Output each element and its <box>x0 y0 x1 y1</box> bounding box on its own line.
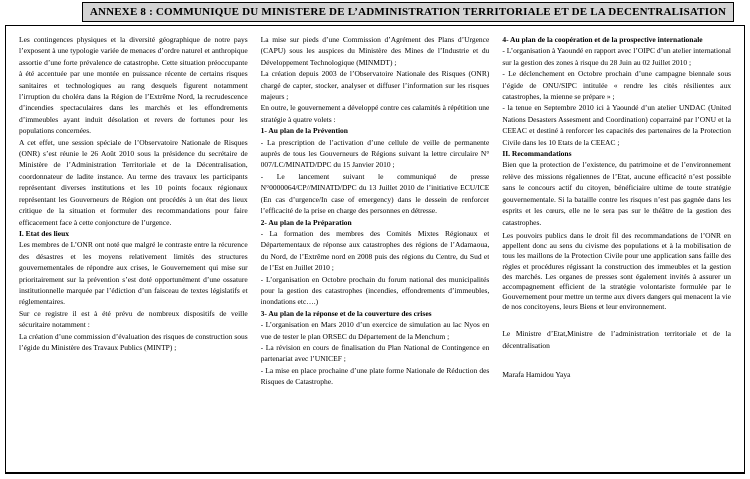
text-block: Le Ministre d’Etat,Ministre de l’administration territoriale et de la décentralisation <box>502 328 732 350</box>
communique-body-box <box>5 25 745 474</box>
annexe-title-bar <box>82 2 734 22</box>
text-block: - L’organisation en Mars 2010 d’un exercice de simulation au lac Nyos en vue de tester le plan ORSEC du Département de la Menchum ; <box>260 320 490 341</box>
text-block: - La prescription de l’activation d’une cellule de veille de permanente auprès de tous les Gouverneurs de Régions suivant la lettre circulaire N° 007/LC/MINATD/DPC du 15 Janvier 2010 ; <box>260 137 490 170</box>
text-block: Sur ce registre il est à été prévu de nombreux dispositifs de veille sécuritaire notamment : <box>19 308 248 330</box>
text-block: - Le déclenchement en Octobre prochain d’une campagne biennale sous l’égide de ONU/SIPC intitulée « rendre les cités résilientes aux catastrophes, la mienne se prépare » ; <box>502 69 732 102</box>
text-block: - Le lancement suivant le communiqué de presse N°0000064/CP//MINATD/DPC du 13 Juillet 2010 de l’initiative ECU/ICE (En cas d’urgence/In case of emergency) dans le dessein de renforcer l’efficacité de la prise en charge des personnes en détresse. <box>260 171 490 216</box>
column-2 <box>261 34 490 452</box>
text-block: - la tenue en Septembre 2010 ici à Yaoundé d’un atelier UNDAC (United Nations Desasters Assesment and Coordination) coparrainé par l’ONU et la CEEAC et destiné à renforcer les capacités des partenaires de la Protection Civile dans les 10 Etats de la CEEAC ; <box>502 103 732 147</box>
text-block: - La formation des membres des Comités Mixtes Régionaux et Départementaux de réponse aux catastrophes des régions de l’Adamaoua, du Nord, de l’Extrême nord en 2008 puis des régions du Centre, du Sud et de l’Est en Juillet 2010 ; <box>260 228 490 273</box>
text-block: La mise sur pieds d’une Commission d’Agrément des Plans d’Urgence (CAPU) sous les auspices du Ministère des Mines de l’Industrie et du Développement Technologique (MINMDT) ; <box>260 35 490 67</box>
text-block: En outre, le gouvernement a développé contre ces calamités à répétition une stratégie à quatre volets : <box>260 103 490 124</box>
section-heading: 4- Au plan de la coopération et de la prospective internationale <box>502 35 703 44</box>
text-block: Bien que la protection de l’existence, du patrimoine et de l’environnement relève des missions régaliennes de l’Etat, aucune efficacité n’est possible sans le concours actif du citoyen, bénéficiaire ultime de toute stratégie gouvernementale. Si la bataille contre les risques n’est pas gagnée dans les esprits et les cœurs, elle ne le sera pas sur le théâtre de la gestion des catastrophes. <box>502 160 732 227</box>
column-1 <box>19 34 248 452</box>
text-block: Les membres de L’ONR ont noté que malgré le contraste entre la récurence des désastres et les moyens relativement limités des structures gouvernementales de répondre aux crises, le Gouvernement qui mise sur prioritairement sur la prévention s’est doté opportunément d’une ossature institutionnelle marquée par l’édiction d’un faisceau de textes législatifs et réglementaires. <box>19 240 248 307</box>
text-block: Les contingences physiques et la diversité géographique de notre pays l’exposent à une typologie variée de menaces d’ordre naturel et anthropique assortie d’une forte prévalence de catastrophe. Cette situation préoccupante à été accentuée par une montée en puissance récente de certains risques sanitaires et technologiques au rang desquels figurent notamment l’irruption du choléra dans la Région de l’Extrême Nord, la recrudescence d’incendies spectaculaires dans les marchés et les effondrements d’immeubles ayant induit désolation et revers de fortunes pour les populations concernées. <box>19 35 248 136</box>
text-block: - L’organisation en Octobre prochain du forum national des municipalités pour la gestion des catastrophes (incendies, effondrements d’immeubles, inondations etc….) <box>260 274 490 307</box>
text-block: Marafa Hamidou Yaya <box>502 369 571 379</box>
section-heading: 2- Au plan de la Préparation <box>260 217 352 227</box>
column-3 <box>502 34 731 452</box>
section-heading: 3- Au plan de la réponse et de la couverture des crises <box>260 308 432 318</box>
text-block: - L’organisation à Yaoundé en rapport avec l’OIPC d’un atelier international sur la gestion des zones à risque du 28 Juin au 02 Juillet 2010 ; <box>502 46 732 67</box>
section-heading: I. Etat des lieux <box>19 228 70 238</box>
text-block: Les pouvoirs publics dans le droit fil des recommandations de l’ONR en appellent donc au sens du civisme des populations et à la mobilisation de tous les maillons de la Protection Civile pour une application sans faille des règles et procédures régissant la construction des immeubles et la gestion des marchés. Les organes de presses sont également invités à assurer un accompagnement efficient de la stratégie volontariste formulée par le Gouvernement pour mettre un terme aux divers dangers qui menacent la vie de nos concitoyens, leurs Biens et leur environnement. <box>502 230 732 312</box>
annexe-title: ANNEXE 8 : COMMUNIQUE DU MINISTERE DE L’ADMINISTRATION TERRITORIALE ET DE LA DECENTRALISATION <box>89 6 727 18</box>
section-heading: II. Recommandations <box>502 149 572 159</box>
text-block: - La mise en place prochaine d’une plate forme Nationale de Réduction des Risques de Catastrophe. <box>260 365 490 387</box>
text-block: La création depuis 2003 de l’Observatoire Nationale des Risques (ONR) chargé de capter, stocker, analyser et diffuser l’information sur les risques majeurs ; <box>260 69 490 102</box>
section-heading: 1- Au plan de la Prévention <box>260 126 348 136</box>
text-block: - La révision en cours de finalisation du Plan National de Contingence en partenariat avec l’UNICEF ; <box>260 342 490 364</box>
text-block: A cet effet, une session spéciale de l’Observatoire Nationale de Risques (ONR) s’est réunie le 26 Août 2010 sous la présidence du secrétaire de Ministère de l’Administration Territoriale et de la Décentralisation, coordonnateur de ladite instance. Au terme des travaux les participants représentant diverses institutions et les 10 points focaux régionaux représentant les Gouverneurs de Région ont procédés à un état des lieux critique de la situation et formuler des recommandations pour faire efficacement face à cette conjoncture de l’urgence. <box>19 137 248 227</box>
text-block: La création d’une commission d’évaluation des risques de construction sous l’égide du Ministère des Travaux Publics (MINTP) ; <box>19 331 248 352</box>
three-column-layout <box>6 26 744 458</box>
